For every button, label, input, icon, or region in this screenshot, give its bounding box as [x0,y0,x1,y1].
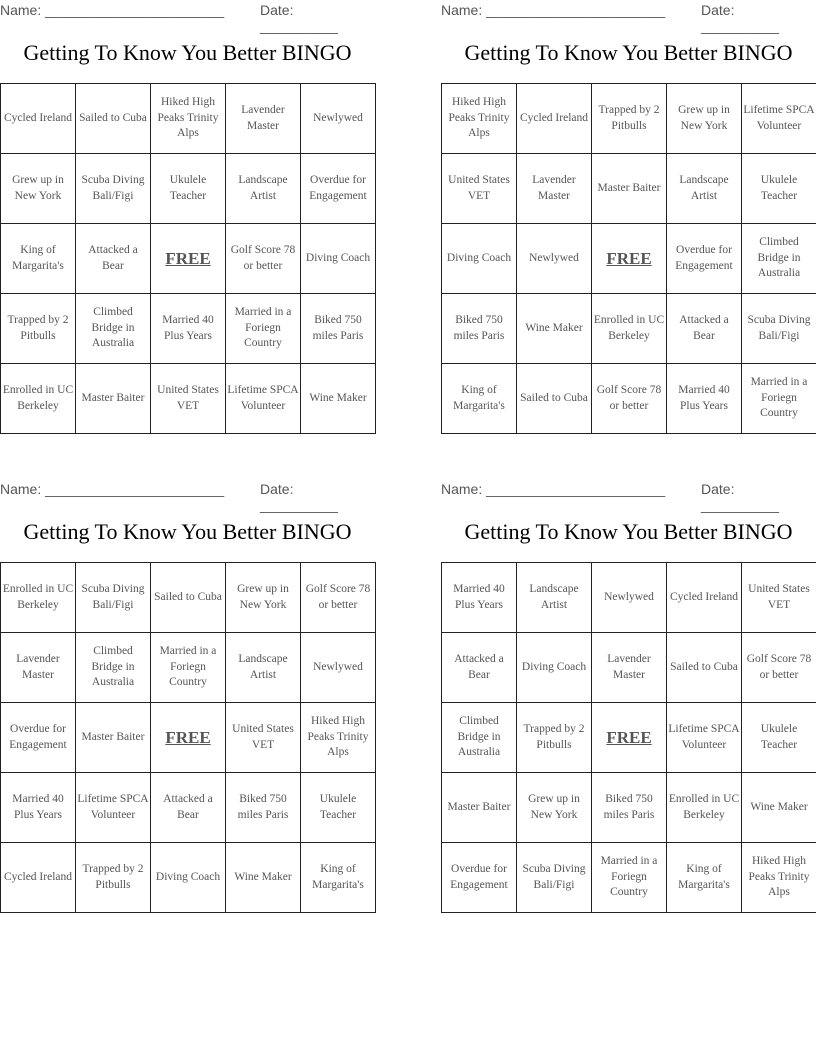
bingo-card [0,0,375,440]
bingo-cell[interactable]: Master Baiter [442,773,517,843]
card-title: Getting To Know You Better BINGO [23,40,352,65]
free-space[interactable]: FREE [592,703,667,773]
bingo-cell[interactable]: Scuba Diving Bali/Figi [517,843,592,913]
bingo-cell[interactable]: Master Baiter [76,703,151,773]
free-space[interactable]: FREE [592,224,667,294]
bingo-cell[interactable]: Hiked High Peaks Trinity Alps [301,703,376,773]
bingo-cell[interactable]: Lavender Master [592,633,667,703]
bingo-cell[interactable]: Trapped by 2 Pitbulls [1,294,76,364]
bingo-cell[interactable]: Wine Maker [517,294,592,364]
bingo-cell[interactable]: Lavender Master [517,154,592,224]
bingo-cell[interactable]: Golf Score 78 or better [592,364,667,434]
name-field[interactable]: Name: _______________________ [0,481,225,497]
bingo-cell[interactable]: Biked 750 miles Paris [301,294,376,364]
bingo-cell[interactable]: Newlywed [517,224,592,294]
bingo-cell[interactable]: Landscape Artist [517,563,592,633]
bingo-cell[interactable]: Hiked High Peaks Trinity Alps [151,84,226,154]
name-field[interactable]: Name: _______________________ [441,481,666,497]
bingo-cell[interactable]: United States VET [742,563,816,633]
name-date-line [0,479,375,513]
bingo-cell[interactable]: Grew up in New York [1,154,76,224]
bingo-cell[interactable]: Cycled Ireland [667,563,742,633]
date-field[interactable]: Date: __________ [701,2,779,34]
bingo-cell[interactable]: Lifetime SPCA Volunteer [667,703,742,773]
bingo-cell[interactable]: King of Margarita's [1,224,76,294]
bingo-cell[interactable]: Overdue for Engagement [442,843,517,913]
bingo-cell[interactable]: Golf Score 78 or better [301,563,376,633]
bingo-cell[interactable]: Landscape Artist [226,154,301,224]
bingo-cell[interactable]: Wine Maker [226,843,301,913]
bingo-cell[interactable]: Lifetime SPCA Volunteer [226,364,301,434]
name-date-line [441,0,816,34]
bingo-cell[interactable]: Newlywed [301,633,376,703]
bingo-cell[interactable]: Diving Coach [442,224,517,294]
bingo-grid [441,562,816,913]
free-space[interactable]: FREE [151,703,226,773]
bingo-grid [441,83,816,434]
bingo-cell[interactable]: King of Margarita's [667,843,742,913]
name-date-line [441,479,816,513]
bingo-cell[interactable]: King of Margarita's [301,843,376,913]
bingo-cell[interactable]: Overdue for Engagement [667,224,742,294]
bingo-cell[interactable]: Ukulele Teacher [742,154,816,224]
bingo-card [0,479,375,919]
bingo-cell[interactable]: Wine Maker [742,773,816,843]
bingo-cell[interactable]: Trapped by 2 Pitbulls [76,843,151,913]
bingo-cell[interactable]: United States VET [226,703,301,773]
bingo-cell[interactable]: Married 40 Plus Years [151,294,226,364]
bingo-cell[interactable]: Scuba Diving Bali/Figi [76,154,151,224]
bingo-cell[interactable]: Married in a Foriegn Country [151,633,226,703]
bingo-cell[interactable]: Newlywed [592,563,667,633]
bingo-cell[interactable]: Landscape Artist [226,633,301,703]
card-title: Getting To Know You Better BINGO [23,519,352,544]
bingo-cell[interactable]: Newlywed [301,84,376,154]
bingo-cell[interactable]: Wine Maker [301,364,376,434]
bingo-cell[interactable]: Enrolled in UC Berkeley [1,364,76,434]
bingo-cell[interactable]: Golf Score 78 or better [226,224,301,294]
bingo-cell[interactable]: Master Baiter [592,154,667,224]
bingo-grid [0,562,376,913]
bingo-cell[interactable]: Trapped by 2 Pitbulls [592,84,667,154]
name-field[interactable]: Name: _______________________ [441,2,666,18]
bingo-card [441,479,816,919]
bingo-cell[interactable]: Cycled Ireland [1,84,76,154]
bingo-cell[interactable]: Enrolled in UC Berkeley [667,773,742,843]
bingo-cell[interactable]: Lifetime SPCA Volunteer [742,84,816,154]
bingo-cell[interactable]: Grew up in New York [667,84,742,154]
bingo-cell[interactable]: Biked 750 miles Paris [592,773,667,843]
bingo-cell[interactable]: Grew up in New York [226,563,301,633]
bingo-cell[interactable]: Scuba Diving Bali/Figi [76,563,151,633]
name-date-line [0,0,375,34]
card-title: Getting To Know You Better BINGO [464,519,793,544]
bingo-cell[interactable]: Sailed to Cuba [667,633,742,703]
date-field[interactable]: Date: __________ [260,481,338,513]
date-field[interactable]: Date: __________ [701,481,779,513]
bingo-cell[interactable]: Hiked High Peaks Trinity Alps [442,84,517,154]
free-space[interactable]: FREE [151,224,226,294]
bingo-cell[interactable]: Biked 750 miles Paris [442,294,517,364]
bingo-cell[interactable]: Climbed Bridge in Australia [76,294,151,364]
bingo-cell[interactable]: Master Baiter [76,364,151,434]
bingo-cell[interactable]: Ukulele Teacher [301,773,376,843]
bingo-cell[interactable]: Sailed to Cuba [517,364,592,434]
date-field[interactable]: Date: __________ [260,2,338,34]
bingo-cell[interactable]: Overdue for Engagement [301,154,376,224]
bingo-cell[interactable]: Grew up in New York [517,773,592,843]
bingo-cell[interactable]: Married in a Foriegn Country [226,294,301,364]
bingo-cell[interactable]: Enrolled in UC Berkeley [1,563,76,633]
bingo-card [441,0,816,440]
bingo-cell[interactable]: Biked 750 miles Paris [226,773,301,843]
bingo-cell[interactable]: Diving Coach [151,843,226,913]
bingo-cell[interactable]: Golf Score 78 or better [742,633,816,703]
bingo-cell[interactable]: Married 40 Plus Years [442,563,517,633]
card-title: Getting To Know You Better BINGO [464,40,793,65]
bingo-cell[interactable]: Trapped by 2 Pitbulls [517,703,592,773]
bingo-cell[interactable]: Scuba Diving Bali/Figi [742,294,816,364]
name-field[interactable]: Name: _______________________ [0,2,225,18]
bingo-cell[interactable]: United States VET [151,364,226,434]
bingo-grid [0,83,376,434]
bingo-cell[interactable]: Attacked a Bear [442,633,517,703]
bingo-cell[interactable]: Ukulele Teacher [151,154,226,224]
bingo-cell[interactable]: Attacked a Bear [76,224,151,294]
bingo-cell[interactable]: Lavender Master [1,633,76,703]
bingo-cell[interactable]: United States VET [442,154,517,224]
bingo-cell[interactable]: Cycled Ireland [1,843,76,913]
bingo-cell[interactable]: Hiked High Peaks Trinity Alps [742,843,816,913]
bingo-cell[interactable]: Married in a Foriegn Country [592,843,667,913]
bingo-cell[interactable]: Climbed Bridge in Australia [442,703,517,773]
bingo-cell[interactable]: King of Margarita's [442,364,517,434]
bingo-cell[interactable]: Attacked a Bear [151,773,226,843]
bingo-cell[interactable]: Attacked a Bear [667,294,742,364]
bingo-cell[interactable]: Lifetime SPCA Volunteer [76,773,151,843]
bingo-cell[interactable]: Married in a Foriegn Country [742,364,816,434]
bingo-cell[interactable]: Cycled Ireland [517,84,592,154]
bingo-cell[interactable]: Overdue for Engagement [1,703,76,773]
bingo-cell[interactable]: Diving Coach [517,633,592,703]
bingo-cell[interactable]: Married 40 Plus Years [1,773,76,843]
bingo-cell[interactable]: Sailed to Cuba [151,563,226,633]
bingo-cell[interactable]: Climbed Bridge in Australia [742,224,816,294]
bingo-cell[interactable]: Ukulele Teacher [742,703,816,773]
bingo-cell[interactable]: Sailed to Cuba [76,84,151,154]
bingo-cell[interactable]: Married 40 Plus Years [667,364,742,434]
bingo-cell[interactable]: Lavender Master [226,84,301,154]
bingo-cell[interactable]: Climbed Bridge in Australia [76,633,151,703]
bingo-cell[interactable]: Enrolled in UC Berkeley [592,294,667,364]
bingo-cell[interactable]: Diving Coach [301,224,376,294]
bingo-cell[interactable]: Landscape Artist [667,154,742,224]
